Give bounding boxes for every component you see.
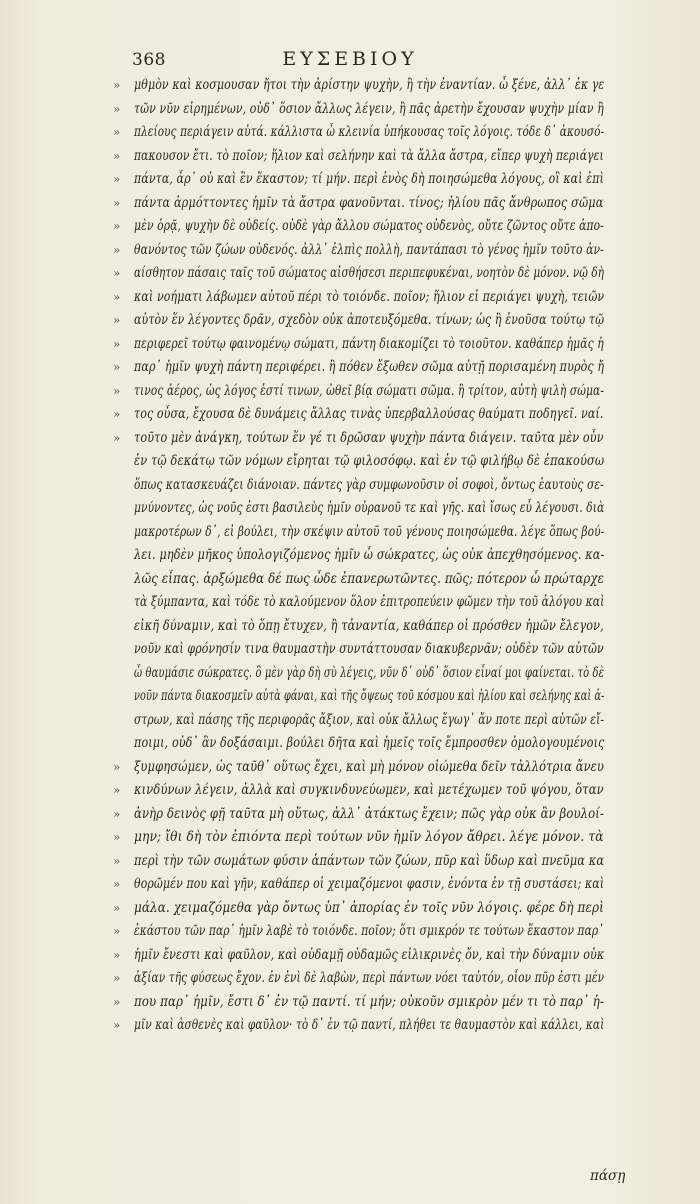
line-text: τος οὖσα, ἔχουσα δὲ δυνάμεις ἄλλας τινὰς ὑπερβαλλούσας θαύματι ποδηγεῖ. ναί. [134, 406, 604, 422]
text-line [0, 194, 700, 218]
quotation-mark: » [113, 289, 120, 304]
line-text: λῶς εἶπας. ἀρξώμεθα δέ πως ὧδε ἐπανερωτῶντες. πῶς; πότερον ὦ πρώταρχε [134, 570, 605, 587]
line-text: νοῦν πάντα διακοσμεῖν αὐτὰ φάναι, καὶ τῆς ὄψεως τοῦ κόσμου καὶ ἡλίου καὶ σελήνης καὶ ἀ- [134, 688, 605, 704]
text-line [0, 147, 700, 171]
line-text: θανόντος τῶν ζώων οὐδενός. ἀλλ᾽ ἐλπὶς πολλὴ, παντάπασι τὸ γένος ἡμῖν τοῦτο ἀν- [134, 241, 604, 258]
text-line [0, 241, 700, 265]
quotation-mark: » [113, 994, 120, 1009]
greek-text-block [0, 76, 700, 1040]
page-number: 368 [132, 50, 166, 70]
quotation-mark: » [113, 148, 120, 163]
quotation-mark: » [113, 172, 120, 186]
text-line [0, 170, 700, 194]
quotation-mark: » [113, 78, 120, 92]
line-text: περιφερεῖ τούτῳ φαινομένῳ σώματι, πάντη διακομίζει τὸ τοιοῦτον. καθάπερ ἡμᾶς ἡ [134, 335, 604, 352]
text-line [0, 335, 700, 359]
line-text: πακουσον ἔτι. τὸ ποῖον; ἥλιον καὶ σελήνην καὶ τὰ ἄλλα ἄστρα, εἴπερ ψυχὴ περιάγει [134, 147, 604, 164]
quotation-mark: » [113, 806, 120, 821]
quotation-mark: » [113, 971, 120, 985]
text-line [0, 781, 700, 805]
text-line [0, 546, 700, 570]
quotation-mark: » [113, 759, 120, 774]
text-line [0, 476, 700, 500]
quotation-mark: » [113, 336, 120, 351]
quotation-mark: » [113, 924, 120, 938]
quotation-mark: » [113, 830, 120, 844]
quotation-mark: » [113, 853, 120, 868]
line-text: ἑκάστου τῶν παρ᾽ ἡμῖν λαβὲ τὸ τοιόνδε. ποῖον; ὅτι σμικρόν τε τούτων ἕκαστον παρ᾽ [134, 923, 604, 939]
line-text: μάλα. χειμαζόμεθα γὰρ ὄντως ὑπ᾽ ἀπορίας ἐν τοῖς νῦν λόγοις. φέρε δὴ περὶ [134, 899, 604, 916]
quotation-mark: » [113, 219, 120, 233]
text-line [0, 523, 700, 547]
text-line [0, 993, 700, 1017]
line-text: τοῦτο μὲν ἀνάγκη, τούτων ἕν γέ τι δρῶσαν ψυχὴν πάντα διάγειν. ταῦτα μὲν οὖν [134, 429, 604, 446]
text-line [0, 593, 700, 617]
page-header [0, 44, 700, 74]
line-text: λει. μηδὲν μῆκος ὑπολογιζόμενος ἡμῖν ὦ σώκρατες, ὡς οὐκ ἀπεχθησόμενος. κα- [134, 547, 605, 563]
line-text: πάντα ἀρμόττοντες ἡμῖν τὰ ἄστρα φανοῦνται. τίνος; ἡλίου πᾶς ἄνθρωπος σῶμα [134, 194, 604, 211]
text-line [0, 1016, 700, 1040]
text-line [0, 758, 700, 782]
quotation-mark: » [113, 877, 120, 891]
text-line [0, 429, 700, 453]
line-text: μην; ἴθι δὴ τὸν ἐπιόντα περὶ τούτων νῦν ἡμῖν λόγον ἄθρει. λέγε μόνον. τὰ [134, 829, 604, 845]
text-line [0, 452, 700, 476]
text-line [0, 805, 700, 829]
line-text: ποιμι, οὐδ᾽ ἂν δοξάσαιμι. βούλει δῆτα καὶ ἡμεῖς τοῖς ἔμπροσθεν ὁμολογουμένοις [134, 735, 605, 751]
line-text: ἡμῖν ἔνεστι καὶ φαῦλον, καὶ οὐδαμῇ οὐδαμῶς εἰλικρινὲς ὄν, καὶ τὴν δύναμιν οὐκ [134, 946, 605, 963]
text-line [0, 288, 700, 312]
line-text: παρ᾽ ἡμῖν ψυχὴ πάντη περιφέρει. ἢ πόθεν ἔξωθεν σῶμα αὐτῇ πορισαμένη πυρὸς ἤ [134, 359, 605, 375]
catchword: πάσῃ [590, 1168, 626, 1184]
text-line [0, 570, 700, 594]
quotation-mark: » [113, 407, 120, 421]
line-text: τῶν νῦν εἰρημένων, οὐδ᾽ ὅσιον ἄλλως λέγειν, ἢ πᾶς ἀρετὴν ἔχουσαν ψυχὴν μίαν ἢ [134, 100, 604, 117]
quotation-mark: » [113, 360, 120, 374]
text-line [0, 499, 700, 523]
line-text: θορῶμέν που καὶ γῆν, καθάπερ οἱ χειμαζόμενοι φασιν, ἐνόντα ἐν τῇ συστάσει; καὶ [134, 876, 605, 892]
line-text: μθμὸν καὶ κοσμουσαν ἤτοι τὴν ἀρίστην ψυχὴν, ἢ τὴν ἐναντίαν. ὦ ξένε, ἀλλ᾽ ἐκ γε [134, 77, 605, 93]
line-text: μῖν καὶ ἀσθενὲς καὶ φαῦλον· τὸ δ᾽ ἐν τῷ παντί, πλήθει τε θαυμαστὸν καὶ κάλλει, καὶ [134, 1017, 605, 1033]
line-text: περὶ τὴν τῶν σωμάτων φύσιν ἁπάντων τῶν ζώων, πῦρ καὶ ὕδωρ καὶ πνεῦμα κα [134, 852, 605, 869]
line-text: τὰ ξύμπαντα, καὶ τόδε τὸ καλούμενον ὅλον ἐπιτροπεύειν φῶμεν τὴν τοῦ ἀλόγου καὶ [134, 594, 605, 610]
line-text: νοῦν καὶ φρόνησίν τινα θαυμαστὴν συντάττουσαν διακυβερνᾶν; οὐδὲν τῶν αὐτῶν [134, 641, 604, 657]
line-text: ἀνὴρ δεινὸς φῇ ταῦτα μὴ οὕτως, ἀλλ᾽ ἀτάκτως ἔχειν; πῶς γὰρ οὐκ ἂν βουλοί- [134, 805, 604, 822]
text-line [0, 711, 700, 735]
line-text: αὐτὸν ἕν λέγοντες δρᾶν, σχεδὸν οὐκ ἀποτευξόμεθα. τίνων; ὡς ἢ ἐνοῦσα τούτῳ τῷ [134, 312, 605, 328]
quotation-mark: » [113, 195, 120, 210]
line-text: μακροτέρων δ᾽, εἰ βούλει, τὴν σκέψιν αὐτοῦ τοῦ γένους ποιησώμεθα. λέγε ὅπως βού- [134, 523, 605, 540]
quotation-mark: » [113, 430, 120, 445]
text-line [0, 76, 700, 100]
line-text: ξυμφησώμεν, ὡς ταῦθ᾽ οὕτως ἔχει, καὶ μὴ μόνον οἰώμεθα δεῖν τἀλλότρια ἄνευ [134, 758, 605, 775]
line-text: που παρ᾽ ἡμῖν, ἔστι δ᾽ ἐν τῷ παντί. τί μήν; οὐκοῦν σμικρὸν μέν τι τὸ παρ᾽ ἡ- [134, 993, 605, 1010]
text-line [0, 734, 700, 758]
text-line [0, 311, 700, 335]
quotation-mark: » [113, 266, 120, 280]
quotation-mark: » [113, 1018, 120, 1032]
text-line [0, 687, 700, 711]
line-text: κινδύνων λέγειν, ἀλλὰ καὶ συγκινδυνεύωμεν, καὶ μετέχωμεν τοῦ ψόγου, ὅταν [134, 782, 604, 798]
line-text: πάντα, ἆρ᾽ οὐ καὶ ἓν ἕκαστον; τί μήν. περὶ ἑνὸς δὴ ποιησώμεθα λόγους, οἳ καὶ ἐπὶ [134, 171, 604, 187]
text-line [0, 664, 700, 688]
text-line [0, 852, 700, 876]
text-line [0, 922, 700, 946]
text-line [0, 217, 700, 241]
quotation-mark: » [113, 313, 120, 327]
text-line [0, 617, 700, 641]
text-line [0, 969, 700, 993]
quotation-mark: » [113, 101, 120, 116]
line-text: ἀξίαν τῆς φύσεως ἔχον. ἐν ἑνὶ δὲ λαβὼν, περὶ πάντων νόει ταὐτόν, οἷον πῦρ ἐστι μέν [134, 970, 605, 986]
line-text: καὶ νοήματι λάβωμεν αὐτοῦ πέρι τὸ τοιόνδε. ποῖον; ἥλιον εἰ περιάγει ψυχὴ, τειῶν [134, 288, 605, 305]
line-text: πλείους περιάγειν αὐτά. κάλλιστα ὦ κλεινία ὑπήκουσας τοῖς λόγοις. τόδε δ᾽ ἀκουσό- [134, 124, 605, 140]
line-text: ἐν τῷ δεκάτῳ τῶν νόμων εἴρηται τῷ φιλοσόφῳ. καὶ ἐν τῷ φιλήβῳ δὲ ἐπακούσω [134, 453, 605, 469]
quotation-mark: » [113, 783, 120, 797]
text-line [0, 405, 700, 429]
line-text: μνύνοντες, ὡς νοῦς ἐστι βασιλεὺς ἡμῖν οὐρανοῦ τε καὶ γῆς. καὶ ἴσως εὖ λέγουσι. διὰ [134, 500, 605, 516]
quotation-mark: » [113, 900, 120, 915]
line-text: ὦ θαυμάσιε σώκρατες. ὃ μὲν γὰρ δὴ σὺ λέγεις, νῦν δ᾽ οὐδ᾽ ὅσιον εἶναί μοι φαίνεται. τὸ δὲ [134, 664, 605, 681]
quotation-mark: » [113, 947, 120, 962]
quotation-mark: » [113, 383, 120, 398]
line-text: αίσθητον πάσαις ταῖς τοῦ σώματος αἰσθήσεσι περιπεφυκέναι, νοητὸν δὲ μόνον. νῷ δὴ [134, 265, 605, 281]
text-line [0, 358, 700, 382]
text-line [0, 875, 700, 899]
text-line [0, 100, 700, 124]
text-line [0, 123, 700, 147]
text-line [0, 382, 700, 406]
line-text: στρων, καὶ πάσης τῆς περιφορᾶς ἄξιον, καὶ οὐκ ἄλλως ἔγωγ᾽ ἄν ποτε περὶ αὐτῶν εἴ- [134, 711, 605, 728]
text-line [0, 640, 700, 664]
quotation-mark: » [113, 125, 120, 139]
text-line [0, 899, 700, 923]
line-text: ὅπως κατασκευάζει διάνοιαν. πάντες γὰρ συμφωνοῦσιν οἱ σοφοὶ, ὄντως ἑαυτοὺς σε- [134, 476, 604, 493]
text-line [0, 264, 700, 288]
quotation-mark: » [113, 242, 120, 257]
text-line [0, 828, 700, 852]
running-head: ΕΥΣΕΒΙΟΥ [282, 48, 418, 70]
text-line [0, 946, 700, 970]
line-text: εἰκῆ δύναμιν, καὶ τὸ ὅπῃ ἔτυχεν, ἢ τἀναντία, καθάπερ οἱ πρόσθεν ἡμῶν ἔλεγον, [134, 617, 604, 634]
line-text: μὲν ὁρᾷ, ψυχὴν δὲ οὐδείς. οὐδὲ γὰρ ἄλλου σώματος οὐδενὸς, οὔτε ζῶντος οὔτε ἀπο- [134, 218, 604, 234]
line-text: τινος ἀέρος, ὡς λόγος ἐστί τινων, ὠθεῖ βίᾳ σώματι σῶμα. ἢ τρίτον, αὐτὴ ψιλὴ σώμα- [134, 382, 605, 399]
